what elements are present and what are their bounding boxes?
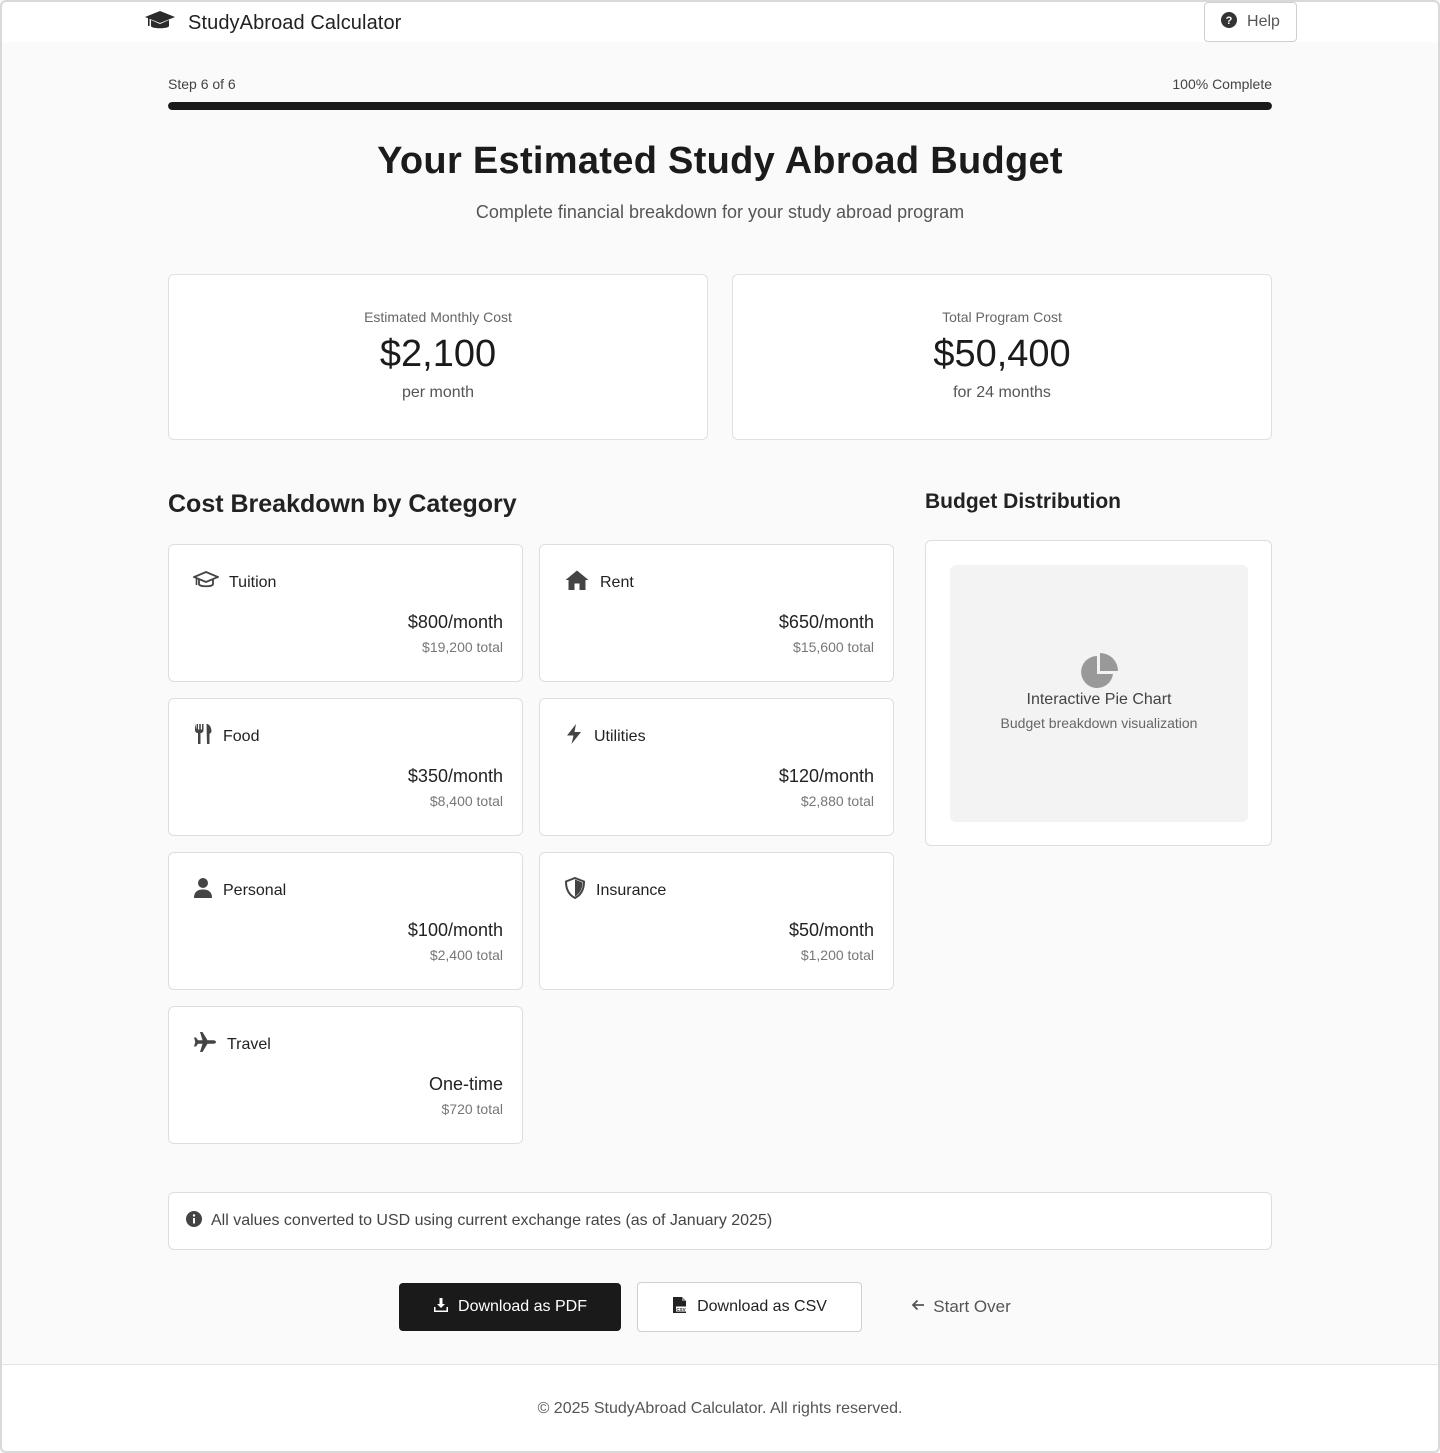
chart-label: Interactive Pie Chart <box>1026 691 1172 708</box>
category-monthly: $350/month <box>407 766 503 786</box>
category-name: Insurance <box>596 881 667 899</box>
monthly-cost-sub: per month <box>401 384 475 401</box>
breakdown-title: Cost Breakdown by Category <box>168 490 517 518</box>
total-cost-card <box>732 274 1272 440</box>
progress-bar <box>168 102 1272 110</box>
category-total: $720 total <box>441 1101 503 1117</box>
category-card-food <box>168 698 523 836</box>
total-cost-label: Total Program Cost <box>942 309 1062 325</box>
svg-text:CSV: CSV <box>676 1306 686 1312</box>
category-card-personal <box>168 852 523 990</box>
monthly-cost-card <box>168 274 708 440</box>
start-over-button[interactable] <box>896 1287 1026 1327</box>
bolt-icon <box>564 723 584 750</box>
category-name: Tuition <box>229 573 277 591</box>
category-total: $19,200 total <box>422 639 503 655</box>
category-card-utilities <box>539 698 894 836</box>
category-card-insurance <box>539 852 894 990</box>
category-monthly: $120/month <box>778 766 874 786</box>
category-monthly: $800/month <box>407 612 503 632</box>
monthly-cost-label: Estimated Monthly Cost <box>364 309 512 325</box>
budget-distribution-panel <box>925 540 1272 846</box>
info-icon <box>186 1211 202 1232</box>
monthly-cost-value: $2,100 <box>379 333 497 375</box>
download-icon <box>433 1297 449 1318</box>
category-name: Personal <box>223 881 287 899</box>
category-total: $2,400 total <box>429 947 503 963</box>
start-over-label: Start Over <box>933 1297 1011 1316</box>
chart-sub: Budget breakdown visualization <box>1000 715 1198 731</box>
download-pdf-label: Download as PDF <box>458 1298 587 1315</box>
category-monthly: $650/month <box>778 612 874 632</box>
arrow-left-icon <box>911 1297 925 1317</box>
step-label: Step 6 of 6 <box>168 76 236 92</box>
category-card-tuition <box>168 544 523 682</box>
category-monthly: One-time <box>428 1074 503 1094</box>
total-cost-value: $50,400 <box>933 333 1071 375</box>
category-card-rent <box>539 544 894 682</box>
copyright-text: © 2025 StudyAbroad Calculator. All rights reserved. <box>537 1400 903 1417</box>
exchange-rate-notice <box>168 1192 1272 1250</box>
graduation-cap-icon <box>144 9 176 38</box>
page-subtitle: Complete financial breakdown for your study abroad program <box>475 202 965 222</box>
graduation-cap-icon <box>193 569 219 596</box>
question-circle-icon <box>1221 12 1237 33</box>
category-total: $15,600 total <box>793 639 874 655</box>
user-icon <box>193 877 213 904</box>
category-name: Utilities <box>594 727 646 745</box>
home-icon <box>564 569 590 596</box>
app-title: StudyAbroad Calculator <box>188 12 402 34</box>
help-button[interactable] <box>1204 2 1297 42</box>
category-name: Food <box>223 727 260 745</box>
file-csv-icon <box>672 1296 688 1319</box>
utensils-icon <box>193 723 213 750</box>
brand[interactable] <box>144 9 401 38</box>
footer <box>2 1364 1438 1451</box>
category-card-travel <box>168 1006 523 1144</box>
shield-icon <box>564 877 586 904</box>
category-monthly: $100/month <box>407 920 503 940</box>
category-monthly: $50/month <box>788 920 874 940</box>
category-total: $8,400 total <box>429 793 503 809</box>
app-header <box>2 2 1438 42</box>
download-csv-button[interactable] <box>637 1282 862 1332</box>
category-total: $2,880 total <box>800 793 874 809</box>
help-label: Help <box>1247 13 1280 30</box>
category-name: Travel <box>227 1035 271 1053</box>
notice-text: All values converted to USD using current exchange rates (as of January 2025) <box>211 1212 773 1229</box>
progress-fill <box>168 102 1272 110</box>
percent-complete-label: 100% Complete <box>1172 76 1272 92</box>
total-cost-sub: for 24 months <box>953 384 1051 401</box>
plane-icon <box>193 1031 217 1058</box>
pie-chart-placeholder[interactable] <box>950 565 1248 822</box>
svg-text:?: ? <box>1225 14 1233 27</box>
category-total: $1,200 total <box>800 947 874 963</box>
distribution-title: Budget Distribution <box>925 490 1121 513</box>
download-csv-label: Download as CSV <box>697 1298 827 1315</box>
page-title: Your Estimated Study Abroad Budget <box>377 140 1063 182</box>
download-pdf-button[interactable] <box>399 1283 621 1331</box>
category-name: Rent <box>600 573 634 591</box>
